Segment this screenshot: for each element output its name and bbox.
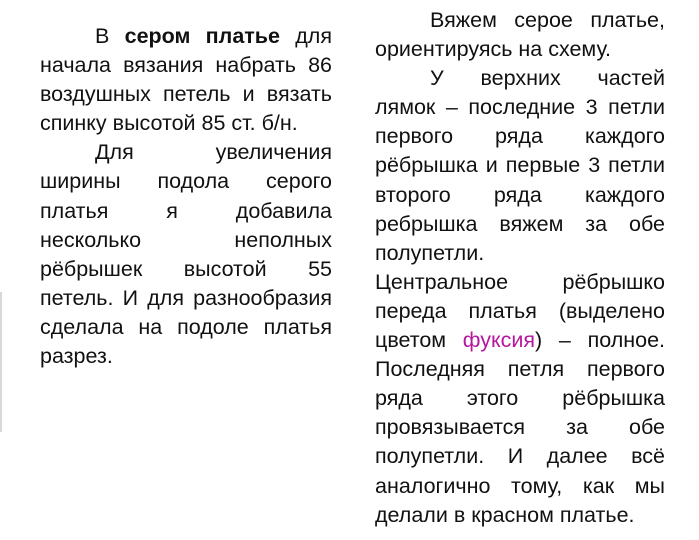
- left-paragraph-1: [40, 22, 332, 138]
- left-text-column: [40, 22, 332, 371]
- right-paragraph-2: У верхних частей лямок – последние 3 петли первого ряда каждого рёбрышка и первые 3 петли второго ряда каждого ребрышка вяжем за обе полупетли.: [375, 66, 665, 265]
- grey-dress-bold-term: сером платье: [124, 24, 280, 48]
- left-paragraph-2: Для увеличения ширины подола серого платья я добавила несколько неполных рёбрышек высотой 55 петель. И для разнообразия сделала на подоле платья разрез.: [40, 140, 332, 369]
- right-paragraph-3-before: Центральное рёбрышко переда платья (выделено цветом: [375, 269, 665, 353]
- right-text-column: [375, 6, 665, 530]
- left-paragraph-1-prefix: В: [95, 24, 125, 48]
- right-paragraph-3: [375, 268, 665, 530]
- left-edge-divider: [0, 292, 8, 432]
- fuchsia-highlight-word: фуксия: [462, 328, 536, 353]
- right-paragraph-3-after: ) – полное. Последняя петля первого ряда этого рёбрышка провязывается за обе полупетли. И далее всё аналогично тому, как мы делали в красном платье.: [375, 328, 666, 527]
- left-paragraph-1-rest: для начала вязания набрать 86 воздушных петель и вязать спинку высотой 85 ст. б/н.: [40, 24, 332, 136]
- right-paragraph-1: Вяжем серое платье, ориентируясь на схему.: [375, 8, 665, 62]
